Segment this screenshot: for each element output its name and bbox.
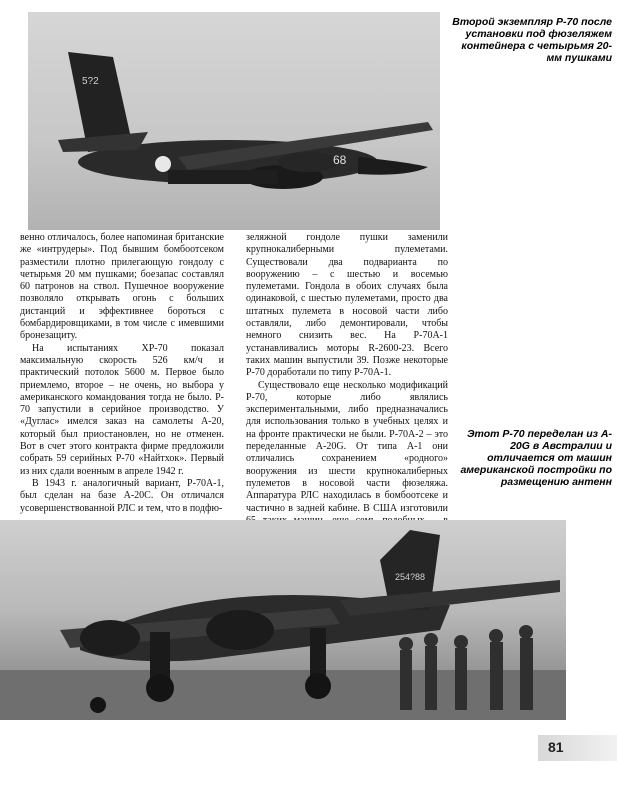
fuselage-number-top: 68 [333, 153, 347, 167]
page-number: 81 [548, 739, 564, 755]
tail-marking-top: 5?2 [82, 76, 99, 87]
photo-p70-on-ground [0, 520, 566, 720]
paragraph: Существовало еще несколько модификаций P-70, которые либо являлись экспериментальными, либо предназначались для использования только в учебных целях и на фронте практически не были. P-70A-2 – это переделанные A-20G. От типа A-1 они отличались сохранением «родного» вооружения из шести крупнокалиберных пулеметов в носовой части фюзеляжа. Аппаратура РЛС находилась в бомбоотсеке и частично в задней кабине. В США изготовили [246, 379, 448, 514]
photo-p70-in-flight [28, 12, 440, 230]
aircraft-illustration-bottom [0, 520, 566, 720]
text-column-right [246, 232, 448, 539]
text-column-left [20, 232, 224, 515]
aircraft-illustration-top [28, 12, 440, 230]
caption-middle: Этот P-70 переделан из A-20G в Австралии и отличается от машин американской постройки по размещению антенн [460, 428, 612, 488]
paragraph: венно отличалось, более напоминая британские же «интрудеры». Под бывшим бомбоотсеком разместили плотно прилегающую гондолу с четырьмя 20 мм пушками; боезапас составлял 60 патронов на ствол. Пушечное вооружение позволяло открывать огонь с больших дистанций и эффективнее бороться с бомбардировщиками, в том числе с имевшими бронезащиту. [20, 232, 224, 342]
paragraph: В 1943 г. аналогичный вариант, P-70A-1, был сделан на базе A-20C. Он отличался усовершенствованной РЛС и тем, что в подфю- [20, 477, 224, 514]
paragraph: На испытаниях XP-70 показал максимальную скорость 526 км/ч и практический потолок 5600 м. Первое было приемлемо, второе – не очень, но выбора у американского командования тогда не было. P-70 запустили в серийное производство. У «Дуглас» имелся заказ на самолеты A-20, который был приостановлен, но не отменен. Вот в счет этого контракта фирме предложили собрать 59 серийных P-70 «Найтхок». Первый из них сдали военным в апреле 1942 г. [20, 342, 224, 477]
tail-serial-bottom: 254?88 [395, 572, 426, 582]
caption-top: Второй экземпляр P-70 после установки под фюзеляжем контейнера с четырьмя 20-мм пушками [452, 16, 612, 64]
paragraph: зеляжной гондоле пушки заменили крупнокалиберными пулеметами. Существовали два подварианта по вооружению – с шестью и восемью пулеметами. Гондола в обоих случаях была одинаковой, с шестью пулеметами, просто два штатных пулемета в носовой части либо оставляли, либо демонтировали, чтобы немного снизить вес. На P-70A-1 устанавливались моторы R-2600-23. Всего таких машин выпустили 39. Позже некоторые P-70 доработали по типу P-70A-1. [246, 232, 448, 379]
